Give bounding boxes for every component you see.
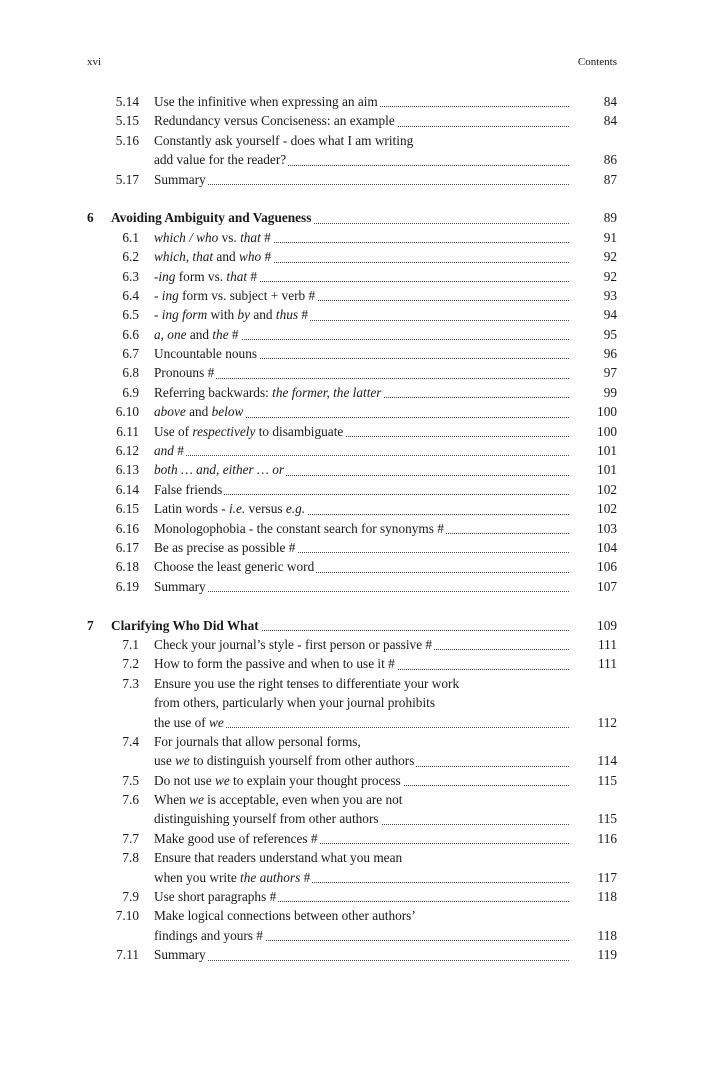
entry-page-number: 114 <box>597 753 617 769</box>
entry-title: Use short paragraphs # <box>154 887 569 906</box>
entry-number: 6.14 <box>115 481 139 497</box>
toc-section-entry[interactable] <box>87 286 617 305</box>
entry-page-number: 84 <box>603 94 617 109</box>
entry-page-number: 102 <box>597 501 617 517</box>
entry-page-number: 100 <box>597 404 617 420</box>
table-of-contents <box>87 92 617 965</box>
entry-title: which, that and who # <box>154 247 569 266</box>
entry-page-number: 118 <box>597 889 617 905</box>
toc-section-entry[interactable] <box>87 809 617 828</box>
entry-title: Ensure you use the right tenses to differentiate your work <box>154 675 460 691</box>
toc-section-entry[interactable] <box>87 771 617 790</box>
entry-number: 7.11 <box>116 947 139 963</box>
entry-number: 5.17 <box>115 171 139 187</box>
entry-number: 7.9 <box>122 889 139 905</box>
entry-number: 7.7 <box>122 830 139 846</box>
dot-leader <box>154 960 569 961</box>
toc-section-entry[interactable] <box>87 693 617 712</box>
entry-page-number: 111 <box>598 656 617 672</box>
toc-section-entry[interactable] <box>87 557 617 576</box>
entry-number: 6.10 <box>115 404 139 420</box>
entry-page-number: 115 <box>597 811 617 827</box>
entry-title: When we is acceptable, even when you are not <box>154 792 403 808</box>
entry-title: Be as precise as possible # <box>154 538 569 557</box>
entry-number: 5.14 <box>115 94 139 109</box>
entry-number: 6.9 <box>122 384 139 400</box>
entry-title: Avoiding Ambiguity and Vagueness <box>111 208 569 227</box>
entry-page-number: 93 <box>603 287 617 303</box>
entry-title: Constantly ask yourself - does what I am writing <box>154 132 414 148</box>
entry-page-number: 107 <box>597 578 617 594</box>
toc-section-entry[interactable] <box>87 131 617 150</box>
entry-number: 6.11 <box>116 423 139 439</box>
entry-title: Choose the least generic word <box>154 557 569 576</box>
entry-title: Make good use of references # <box>154 829 569 848</box>
entry-page-number: 117 <box>597 869 617 885</box>
entry-title: Summary <box>154 170 569 189</box>
toc-section-entry[interactable] <box>87 480 617 499</box>
entry-page-number: 101 <box>597 462 617 478</box>
entry-title: - ing form with by and thus # <box>154 305 569 324</box>
toc-section-entry[interactable] <box>87 499 617 518</box>
entry-page-number: 99 <box>603 384 617 400</box>
entry-title: Latin words - i.e. versus e.g. <box>154 499 569 518</box>
entry-number: 6.13 <box>115 462 139 478</box>
entry-number: 7.4 <box>122 733 139 749</box>
entry-number: 6.1 <box>122 229 139 245</box>
entry-title: Use the infinitive when expressing an aim <box>154 92 569 111</box>
toc-section-entry[interactable] <box>87 732 617 751</box>
toc-section-entry[interactable] <box>87 829 617 848</box>
entry-page-number: 94 <box>603 307 617 323</box>
entry-number: 7.8 <box>122 850 139 866</box>
dot-leader <box>154 184 569 185</box>
entry-page-number: 103 <box>597 520 617 536</box>
entry-title: Use of respectively to disambiguate <box>154 422 569 441</box>
entry-title: Clarifying Who Did What <box>111 616 569 635</box>
entry-number: 6.5 <box>122 307 139 323</box>
toc-section-entry[interactable] <box>87 790 617 809</box>
entry-number: 7.10 <box>115 908 139 924</box>
toc-section-entry[interactable] <box>87 460 617 479</box>
entry-number: 6.3 <box>122 268 139 284</box>
entry-title: Summary <box>154 945 569 964</box>
toc-section-entry[interactable] <box>87 751 617 770</box>
running-title: Contents <box>577 56 617 68</box>
toc-chapter-entry[interactable] <box>87 616 617 635</box>
entry-title: Redundancy versus Conciseness: an example <box>154 111 569 130</box>
entry-title: Make logical connections between other authors’ <box>154 908 416 924</box>
entry-title: add value for the reader? <box>154 150 569 169</box>
toc-section-entry[interactable] <box>87 402 617 421</box>
dot-leader <box>154 591 569 592</box>
entry-number: 6.2 <box>122 249 139 265</box>
toc-section-entry[interactable] <box>87 363 617 382</box>
entry-title: when you write the authors # <box>154 868 569 887</box>
entry-number: 6.7 <box>122 346 139 362</box>
toc-section-entry[interactable] <box>87 519 617 538</box>
entry-number: 6.4 <box>122 287 139 303</box>
entry-title: Referring backwards: the former, the latter <box>154 383 569 402</box>
toc-section-entry[interactable] <box>87 635 617 654</box>
entry-page-number: 118 <box>597 927 617 943</box>
entry-page-number: 91 <box>603 229 617 245</box>
page-number-roman: xvi <box>87 56 102 68</box>
entry-page-number: 96 <box>603 346 617 362</box>
toc-section-entry[interactable] <box>87 150 617 169</box>
entry-page-number: 111 <box>598 636 617 652</box>
toc-section-entry[interactable] <box>87 906 617 925</box>
entry-page-number: 106 <box>597 559 617 575</box>
entry-title: a, one and the # <box>154 325 569 344</box>
entry-page-number: 97 <box>603 365 617 381</box>
entry-page-number: 115 <box>597 772 617 788</box>
entry-title: Summary <box>154 577 569 596</box>
toc-section-entry[interactable] <box>87 422 617 441</box>
entry-title: Uncountable nouns <box>154 344 569 363</box>
entry-number: 6.15 <box>115 501 139 517</box>
toc-section-entry[interactable] <box>87 92 617 111</box>
toc-section-entry[interactable] <box>87 713 617 732</box>
toc-section-entry[interactable] <box>87 325 617 344</box>
entry-title: findings and yours # <box>154 926 569 945</box>
entry-page-number: 104 <box>597 539 617 555</box>
toc-section-entry[interactable] <box>87 926 617 945</box>
entry-page-number: 92 <box>603 268 617 284</box>
toc-section-entry[interactable] <box>87 247 617 266</box>
entry-page-number: 87 <box>603 171 617 187</box>
entry-page-number: 101 <box>597 443 617 459</box>
entry-number: 6.12 <box>115 443 139 459</box>
entry-page-number: 92 <box>603 249 617 265</box>
entry-number: 7.3 <box>122 675 139 691</box>
toc-spacer <box>87 189 617 208</box>
toc-chapter-entry[interactable] <box>87 208 617 227</box>
entry-title: and # <box>154 441 569 460</box>
entry-title: -ing form vs. that # <box>154 267 569 286</box>
entry-number: 6.8 <box>122 365 139 381</box>
toc-spacer <box>87 596 617 615</box>
entry-number: 7.1 <box>122 636 139 652</box>
entry-title: above and below <box>154 402 569 421</box>
entry-number: 6.6 <box>122 326 139 342</box>
entry-number: 6.19 <box>115 578 139 594</box>
entry-title: the use of we <box>154 713 569 732</box>
entry-page-number: 89 <box>603 210 617 226</box>
entry-number: 7.5 <box>122 772 139 788</box>
entry-number: 6.17 <box>115 539 139 555</box>
dot-leader <box>154 378 569 379</box>
toc-section-entry[interactable] <box>87 848 617 867</box>
entry-page-number: 86 <box>603 152 617 168</box>
entry-number: 5.16 <box>115 132 139 148</box>
toc-section-entry[interactable] <box>87 305 617 324</box>
entry-title: Do not use we to explain your thought process <box>154 771 569 790</box>
entry-page-number: 109 <box>597 617 617 633</box>
toc-section-entry[interactable] <box>87 654 617 673</box>
entry-page-number: 116 <box>597 830 617 846</box>
entry-number: 7.6 <box>122 792 139 808</box>
entry-title: Monologophobia - the constant search for synonyms # <box>154 519 569 538</box>
entry-title: which / who vs. that # <box>154 228 569 247</box>
entry-page-number: 119 <box>597 947 617 963</box>
entry-number: 6.16 <box>115 520 139 536</box>
toc-section-entry[interactable] <box>87 383 617 402</box>
entry-title: Ensure that readers understand what you mean <box>154 850 403 866</box>
toc-section-entry[interactable] <box>87 111 617 130</box>
entry-title: Pronouns # <box>154 363 569 382</box>
entry-number: 5.15 <box>115 113 139 129</box>
entry-page-number: 102 <box>597 481 617 497</box>
entry-title: How to form the passive and when to use it # <box>154 654 569 673</box>
toc-section-entry[interactable] <box>87 868 617 887</box>
toc-section-entry[interactable] <box>87 577 617 596</box>
entry-page-number: 100 <box>597 423 617 439</box>
toc-section-entry[interactable] <box>87 228 617 247</box>
toc-section-entry[interactable] <box>87 441 617 460</box>
toc-section-entry[interactable] <box>87 344 617 363</box>
entry-title: False friends <box>154 480 569 499</box>
toc-section-entry[interactable] <box>87 538 617 557</box>
entry-page-number: 112 <box>597 714 617 730</box>
entry-page-number: 95 <box>603 326 617 342</box>
entry-title: - ing form vs. subject + verb # <box>154 286 569 305</box>
entry-title: from others, particularly when your journal prohibits <box>154 695 436 711</box>
entry-title: Check your journal’s style - first person or passive # <box>154 635 569 654</box>
entry-page-number: 84 <box>603 113 617 129</box>
entry-title: both … and, either … or <box>154 460 569 479</box>
entry-title: use we to distinguish yourself from other authors <box>154 751 569 770</box>
entry-title: distinguishing yourself from other authors <box>154 809 569 828</box>
toc-section-entry[interactable] <box>87 945 617 964</box>
toc-section-entry[interactable] <box>87 267 617 286</box>
dot-leader <box>154 455 569 456</box>
entry-number: 6.18 <box>115 559 139 575</box>
toc-section-entry[interactable] <box>87 170 617 189</box>
entry-number: 7.2 <box>122 656 139 672</box>
entry-number: 6 <box>87 210 94 226</box>
entry-title: For journals that allow personal forms, <box>154 733 361 749</box>
entry-number: 7 <box>87 617 94 633</box>
toc-section-entry[interactable] <box>87 674 617 693</box>
toc-section-entry[interactable] <box>87 887 617 906</box>
